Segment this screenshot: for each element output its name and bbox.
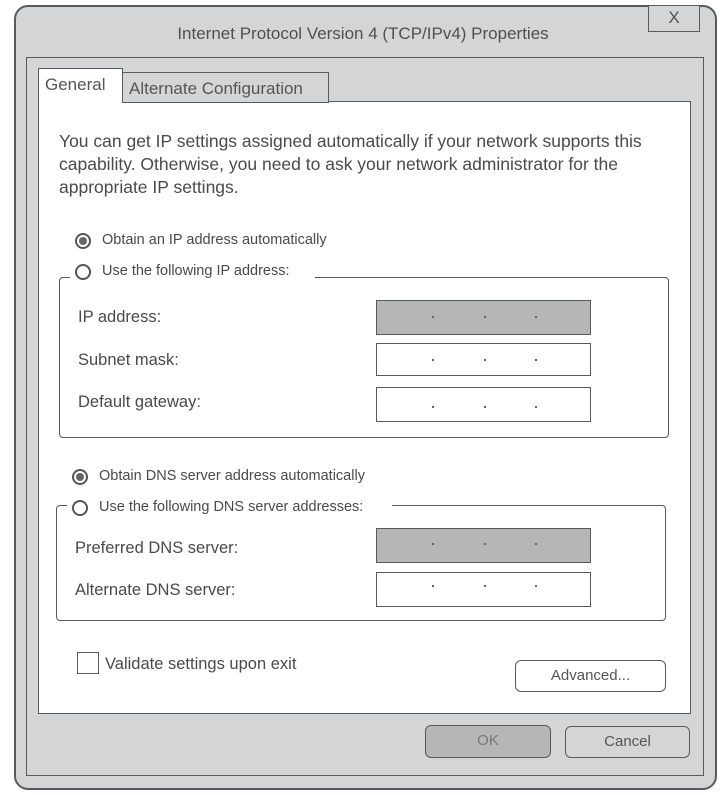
radio-use-following-ip-label[interactable]: Use the following IP address:	[102, 263, 290, 279]
ok-button[interactable]: OK	[425, 725, 551, 758]
validate-settings-label[interactable]: Validate settings upon exit	[105, 655, 297, 673]
radio-obtain-dns-auto-label[interactable]: Obtain DNS server address automatically	[99, 468, 365, 484]
advanced-button[interactable]: Advanced...	[515, 660, 666, 692]
radio-obtain-ip-auto-label[interactable]: Obtain an IP address automatically	[102, 232, 327, 248]
cancel-button[interactable]: Cancel	[565, 726, 690, 758]
tab-general[interactable]: General	[38, 68, 123, 103]
subnet-mask-label: Subnet mask:	[78, 351, 179, 369]
preferred-dns-label: Preferred DNS server:	[75, 539, 239, 557]
dialog-title: Internet Protocol Version 4 (TCP/IPv4) Properties	[177, 24, 549, 43]
default-gateway-input[interactable]	[376, 387, 591, 422]
radio-use-following-ip[interactable]	[75, 264, 91, 280]
alternate-dns-label: Alternate DNS server:	[75, 581, 236, 599]
default-gateway-label: Default gateway:	[78, 393, 201, 411]
validate-settings-checkbox[interactable]	[77, 652, 99, 674]
tab-alternate-configuration[interactable]: Alternate Configuration	[122, 72, 329, 103]
close-button[interactable]	[648, 5, 700, 32]
subnet-mask-input[interactable]	[376, 343, 591, 376]
radio-obtain-ip-auto[interactable]	[75, 233, 91, 249]
description-text: You can get IP settings assigned automatically if your network supports this capability. Otherwise, you need to ask your network administrator for the appropriate IP settings.	[59, 131, 642, 197]
alternate-dns-input[interactable]	[376, 572, 591, 607]
ip-address-input[interactable]	[376, 300, 591, 335]
radio-use-following-dns-label[interactable]: Use the following DNS server addresses:	[99, 499, 364, 515]
radio-use-following-dns[interactable]	[72, 500, 88, 516]
radio-obtain-dns-auto[interactable]	[72, 469, 88, 485]
preferred-dns-input[interactable]	[376, 528, 591, 563]
ip-address-label: IP address:	[78, 308, 162, 326]
close-icon: X	[668, 8, 680, 27]
